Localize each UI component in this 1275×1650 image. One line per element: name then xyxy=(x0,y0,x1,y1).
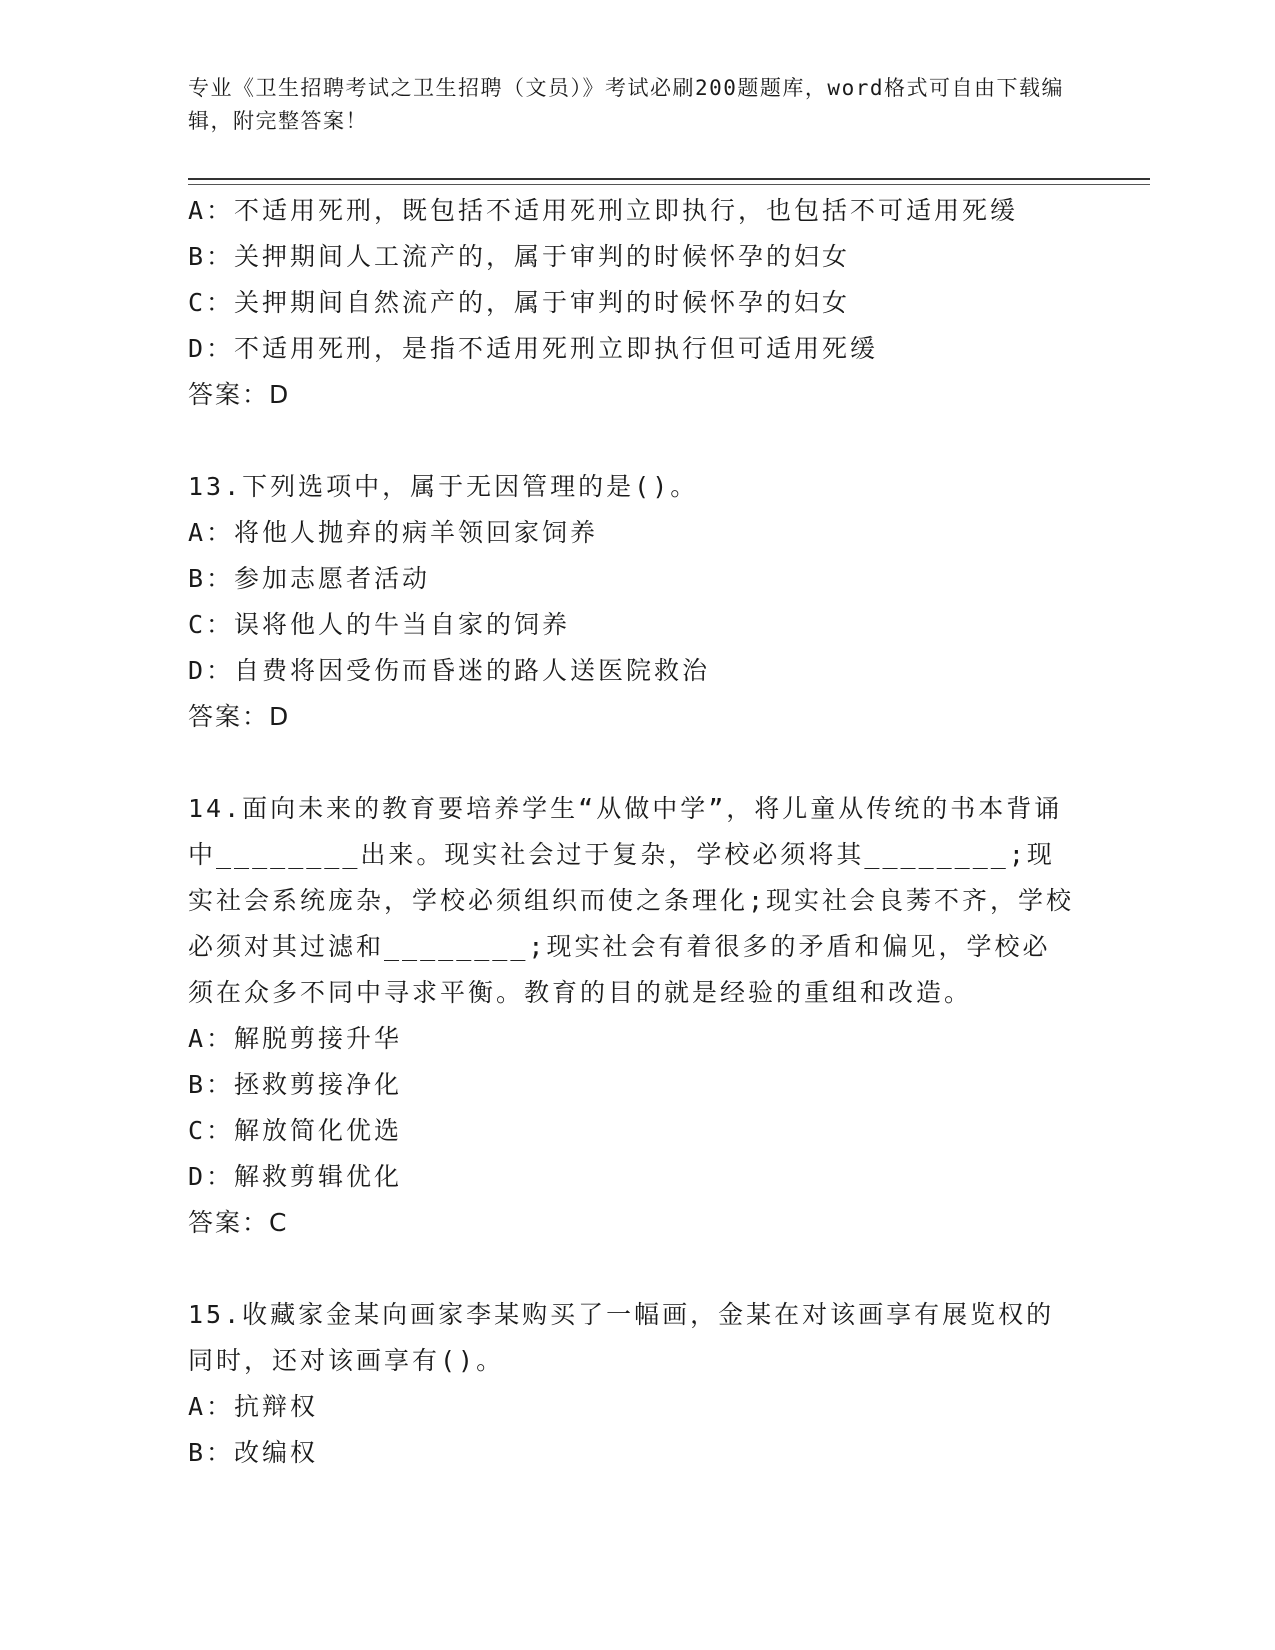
option-a: A：解脱剪接升华 xyxy=(188,1024,403,1053)
option-a: A：不适用死刑，既包括不适用死刑立即执行，也包括不可适用死缓 xyxy=(188,196,1019,225)
header-divider-thin xyxy=(188,184,1150,185)
option-d: D：解救剪辑优化 xyxy=(188,1162,403,1191)
option-c: C：误将他人的牛当自家的饲养 xyxy=(188,610,571,639)
header-divider-thick xyxy=(188,178,1150,180)
option-b: B：改编权 xyxy=(188,1438,319,1467)
option-d: D：自费将因受伤而昏迷的路人送医院救治 xyxy=(188,656,711,685)
question-15-block xyxy=(188,1292,1088,1476)
question-text: 13.下列选项中，属于无因管理的是()。 xyxy=(188,472,699,501)
question-14-block xyxy=(188,786,1088,1246)
question-12-block xyxy=(188,188,1088,418)
answer-line: 答案：D xyxy=(188,702,291,731)
question-text: 14.面向未来的教育要培养学生“从做中学”，将儿童从传统的书本背诵中________出来。现实社会过于复杂，学校必须将其________;现实社会系统庞杂，学校必须组织而使之条理化;现实社会良莠不齐，学校必须对其过滤和________;现实社会有着很多的矛盾和偏见，学校必须在众多不同中寻求平衡。教育的目的就是经验的重组和改造。 xyxy=(188,794,1075,1007)
question-13-block xyxy=(188,464,1088,740)
question-text: 15.收藏家金某向画家李某购买了一幅画，金某在对该画享有展览权的同时，还对该画享有()。 xyxy=(188,1300,1055,1375)
option-c: C：关押期间自然流产的，属于审判的时候怀孕的妇女 xyxy=(188,288,851,317)
answer-line: 答案：D xyxy=(188,380,291,409)
option-c: C：解放简化优选 xyxy=(188,1116,403,1145)
option-d: D：不适用死刑，是指不适用死刑立即执行但可适用死缓 xyxy=(188,334,879,363)
option-b: B：拯救剪接净化 xyxy=(188,1070,403,1099)
option-a: A：抗辩权 xyxy=(188,1392,319,1421)
option-a: A：将他人抛弃的病羊领回家饲养 xyxy=(188,518,599,547)
option-b: B：参加志愿者活动 xyxy=(188,564,431,593)
answer-line: 答案：C xyxy=(188,1208,289,1237)
option-b: B：关押期间人工流产的，属于审判的时候怀孕的妇女 xyxy=(188,242,851,271)
question-list xyxy=(188,188,1088,1476)
document-header: 专业《卫生招聘考试之卫生招聘（文员）》考试必刷200题题库，word格式可自由下载编辑，附完整答案！ xyxy=(188,76,1064,133)
